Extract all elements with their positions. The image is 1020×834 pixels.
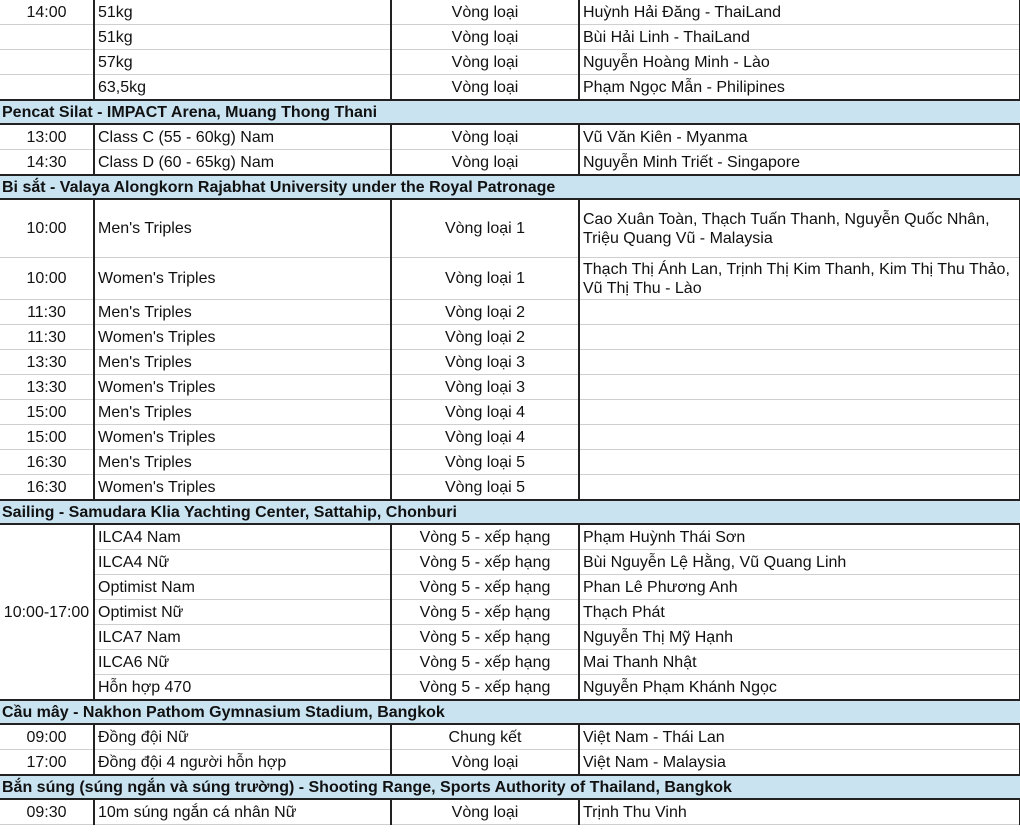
section-header-sailing xyxy=(0,500,1020,524)
athlete-cell: Trịnh Thu Vinh xyxy=(579,799,1020,825)
round-cell: Chung kết xyxy=(391,724,579,750)
table-row xyxy=(0,258,1020,300)
round-cell: Vòng loại xyxy=(391,150,579,176)
table-row xyxy=(0,675,1020,701)
athlete-cell: Bùi Hải Linh - ThaiLand xyxy=(579,25,1020,50)
athlete-cell: Mai Thanh Nhật xyxy=(579,650,1020,675)
athlete-cell: Việt Nam - Malaysia xyxy=(579,750,1020,776)
section-title: Cầu mây - Nakhon Pathom Gymnasium Stadium, Bangkok xyxy=(0,700,1020,724)
table-row xyxy=(0,300,1020,325)
time-cell: 10:00 xyxy=(0,199,94,258)
table-row xyxy=(0,199,1020,258)
table-row xyxy=(0,325,1020,350)
table-row xyxy=(0,50,1020,75)
time-cell: 16:30 xyxy=(0,475,94,501)
time-cell: 14:30 xyxy=(0,150,94,176)
time-cell: 11:30 xyxy=(0,300,94,325)
time-cell: 13:30 xyxy=(0,350,94,375)
athlete-cell xyxy=(579,375,1020,400)
table-row xyxy=(0,450,1020,475)
event-cell: Đồng đội Nữ xyxy=(94,724,391,750)
athlete-cell xyxy=(579,475,1020,501)
time-cell: 11:30 xyxy=(0,325,94,350)
athlete-cell: Nguyễn Minh Triết - Singapore xyxy=(579,150,1020,176)
athlete-cell: Huỳnh Hải Đăng - ThaiLand xyxy=(579,0,1020,25)
round-cell: Vòng loại 3 xyxy=(391,350,579,375)
section-title: Bi sắt - Valaya Alongkorn Rajabhat University under the Royal Patronage xyxy=(0,175,1020,199)
table-row xyxy=(0,400,1020,425)
event-cell: Class C (55 - 60kg) Nam xyxy=(94,124,391,150)
round-cell: Vòng loại 3 xyxy=(391,375,579,400)
event-cell: 57kg xyxy=(94,50,391,75)
event-cell: ILCA4 Nam xyxy=(94,524,391,550)
event-cell: 63,5kg xyxy=(94,75,391,101)
round-cell: Vòng loại xyxy=(391,124,579,150)
athlete-cell: Nguyễn Thị Mỹ Hạnh xyxy=(579,625,1020,650)
time-cell: 14:00 xyxy=(0,0,94,25)
athlete-cell: Thạch Thị Ánh Lan, Trịnh Thị Kim Thanh, Kim Thị Thu Thảo, Vũ Thị Thu - Lào xyxy=(579,258,1020,300)
athlete-cell xyxy=(579,425,1020,450)
section-title: Sailing - Samudara Klia Yachting Center, Sattahip, Chonburi xyxy=(0,500,1020,524)
table-row xyxy=(0,475,1020,501)
table-row xyxy=(0,724,1020,750)
athlete-cell xyxy=(579,450,1020,475)
event-cell: Class D (60 - 65kg) Nam xyxy=(94,150,391,176)
round-cell: Vòng 5 - xếp hạng xyxy=(391,524,579,550)
time-cell: 13:30 xyxy=(0,375,94,400)
table-row xyxy=(0,625,1020,650)
section-title: Bắn súng (súng ngắn và súng trường) - Shooting Range, Sports Authority of Thailand, Bangkok xyxy=(0,775,1020,799)
athlete-cell: Cao Xuân Toàn, Thạch Tuấn Thanh, Nguyễn Quốc Nhân, Triệu Quang Vũ - Malaysia xyxy=(579,199,1020,258)
time-cell: 17:00 xyxy=(0,750,94,776)
round-cell: Vòng loại xyxy=(391,50,579,75)
round-cell: Vòng loại xyxy=(391,0,579,25)
time-cell xyxy=(0,25,94,50)
event-cell: Women's Triples xyxy=(94,375,391,400)
event-cell: Women's Triples xyxy=(94,325,391,350)
round-cell: Vòng loại 4 xyxy=(391,425,579,450)
table-row xyxy=(0,650,1020,675)
event-cell: Women's Triples xyxy=(94,425,391,450)
event-cell: Men's Triples xyxy=(94,400,391,425)
round-cell: Vòng loại 5 xyxy=(391,450,579,475)
event-cell: Optimist Nữ xyxy=(94,600,391,625)
event-cell: Men's Triples xyxy=(94,199,391,258)
event-cell: Men's Triples xyxy=(94,300,391,325)
round-cell: Vòng loại 1 xyxy=(391,199,579,258)
table-row xyxy=(0,25,1020,50)
round-cell: Vòng 5 - xếp hạng xyxy=(391,550,579,575)
athlete-cell xyxy=(579,325,1020,350)
time-cell-merged: 10:00-17:00 xyxy=(0,524,94,700)
round-cell: Vòng loại 2 xyxy=(391,325,579,350)
section-header-ban-sung xyxy=(0,775,1020,799)
round-cell: Vòng loại 4 xyxy=(391,400,579,425)
round-cell: Vòng loại xyxy=(391,75,579,101)
round-cell: Vòng 5 - xếp hạng xyxy=(391,575,579,600)
event-cell: Optimist Nam xyxy=(94,575,391,600)
event-cell: ILCA7 Nam xyxy=(94,625,391,650)
time-cell: 09:00 xyxy=(0,724,94,750)
athlete-cell: Vũ Văn Kiên - Myanma xyxy=(579,124,1020,150)
time-cell: 10:00 xyxy=(0,258,94,300)
time-cell xyxy=(0,50,94,75)
athlete-cell: Phạm Huỳnh Thái Sơn xyxy=(579,524,1020,550)
event-cell: 10m súng ngắn cá nhân Nữ xyxy=(94,799,391,825)
table-row xyxy=(0,799,1020,825)
event-cell: ILCA6 Nữ xyxy=(94,650,391,675)
event-cell: 51kg xyxy=(94,0,391,25)
round-cell: Vòng 5 - xếp hạng xyxy=(391,625,579,650)
table-row xyxy=(0,0,1020,25)
athlete-cell: Phan Lê Phương Anh xyxy=(579,575,1020,600)
round-cell: Vòng loại 1 xyxy=(391,258,579,300)
athlete-cell xyxy=(579,350,1020,375)
athlete-cell: Việt Nam - Thái Lan xyxy=(579,724,1020,750)
table-row xyxy=(0,575,1020,600)
athlete-cell: Bùi Nguyễn Lệ Hằng, Vũ Quang Linh xyxy=(579,550,1020,575)
table-row xyxy=(0,425,1020,450)
round-cell: Vòng loại 2 xyxy=(391,300,579,325)
time-cell: 13:00 xyxy=(0,124,94,150)
event-cell: Hỗn hợp 470 xyxy=(94,675,391,701)
athlete-cell: Nguyễn Hoàng Minh - Lào xyxy=(579,50,1020,75)
event-cell: 51kg xyxy=(94,25,391,50)
athlete-cell xyxy=(579,300,1020,325)
round-cell: Vòng loại xyxy=(391,799,579,825)
table-row xyxy=(0,375,1020,400)
athlete-cell: Phạm Ngọc Mẫn - Philipines xyxy=(579,75,1020,101)
event-cell: Women's Triples xyxy=(94,258,391,300)
round-cell: Vòng loại xyxy=(391,750,579,776)
time-cell xyxy=(0,75,94,101)
table-row xyxy=(0,600,1020,625)
table-row xyxy=(0,150,1020,176)
round-cell: Vòng loại xyxy=(391,25,579,50)
athlete-cell: Nguyễn Phạm Khánh Ngọc xyxy=(579,675,1020,701)
event-cell: Đồng đội 4 người hỗn hợp xyxy=(94,750,391,776)
athlete-cell xyxy=(579,400,1020,425)
section-title: Pencat Silat - IMPACT Arena, Muang Thong Thani xyxy=(0,100,1020,124)
round-cell: Vòng 5 - xếp hạng xyxy=(391,650,579,675)
time-cell: 09:30 xyxy=(0,799,94,825)
section-header-cau-may xyxy=(0,700,1020,724)
time-cell: 15:00 xyxy=(0,425,94,450)
table-row xyxy=(0,124,1020,150)
event-cell: Men's Triples xyxy=(94,450,391,475)
table-row xyxy=(0,524,1020,550)
table-row xyxy=(0,350,1020,375)
section-header-bi-sat xyxy=(0,175,1020,199)
round-cell: Vòng 5 - xếp hạng xyxy=(391,600,579,625)
table-row xyxy=(0,750,1020,776)
time-cell: 15:00 xyxy=(0,400,94,425)
table-row xyxy=(0,550,1020,575)
table-row xyxy=(0,75,1020,101)
section-header-pencat-silat xyxy=(0,100,1020,124)
round-cell: Vòng loại 5 xyxy=(391,475,579,501)
time-cell: 16:30 xyxy=(0,450,94,475)
event-cell: Men's Triples xyxy=(94,350,391,375)
event-cell: ILCA4 Nữ xyxy=(94,550,391,575)
athlete-cell: Thạch Phát xyxy=(579,600,1020,625)
round-cell: Vòng 5 - xếp hạng xyxy=(391,675,579,701)
event-cell: Women's Triples xyxy=(94,475,391,501)
